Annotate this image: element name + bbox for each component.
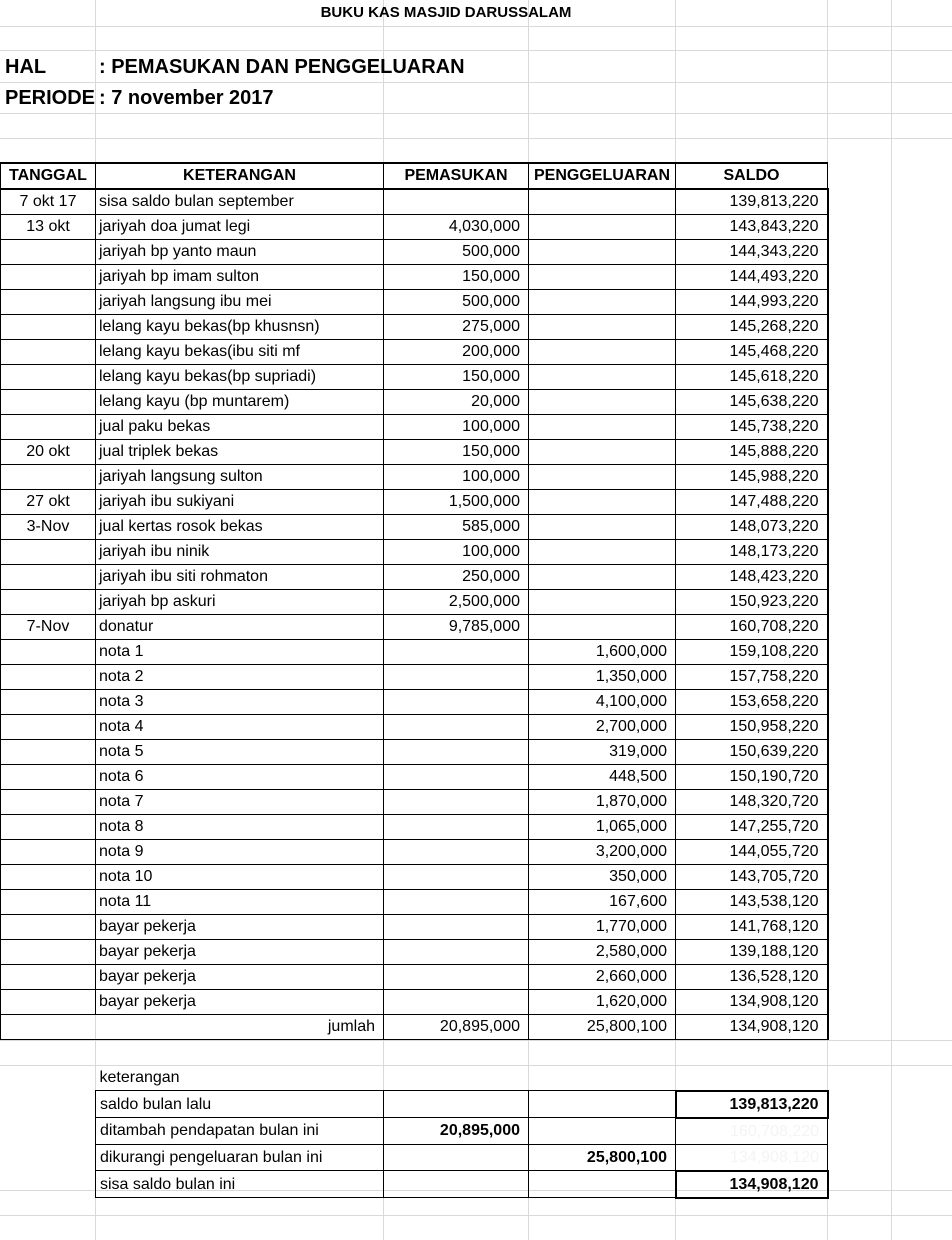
table-row xyxy=(1,215,828,240)
summary-row xyxy=(96,1091,828,1118)
table-row xyxy=(1,465,828,490)
cell-pengeluaran: 167,600 xyxy=(529,890,676,915)
table-row xyxy=(1,189,828,215)
gridline xyxy=(0,113,952,114)
cell-tanggal xyxy=(1,815,96,840)
table-row xyxy=(1,940,828,965)
cell-saldo: 145,638,220 xyxy=(676,390,828,415)
cell-pemasukan xyxy=(384,890,529,915)
cell-saldo: 136,528,120 xyxy=(676,965,828,990)
cell-pemasukan xyxy=(384,815,529,840)
cell-keterangan: nota 6 xyxy=(96,765,384,790)
cell-pemasukan xyxy=(384,865,529,890)
cell-tanggal xyxy=(1,465,96,490)
header-pengeluaran: PENGGELUARAN xyxy=(529,163,676,189)
cell-tanggal xyxy=(1,640,96,665)
cell-pemasukan: 250,000 xyxy=(384,565,529,590)
header-keterangan: KETERANGAN xyxy=(96,163,384,189)
cell-keterangan: nota 2 xyxy=(96,665,384,690)
gridline xyxy=(0,1040,952,1041)
header-saldo: SALDO xyxy=(676,163,828,189)
cell-tanggal xyxy=(1,865,96,890)
table-row xyxy=(1,640,828,665)
cell-keterangan: jariyah langsung ibu mei xyxy=(96,290,384,315)
cell-pemasukan xyxy=(384,965,529,990)
table-row xyxy=(1,990,828,1015)
total-row xyxy=(1,1015,828,1040)
cell-pemasukan xyxy=(384,940,529,965)
cell-saldo: 144,343,220 xyxy=(676,240,828,265)
cell-pengeluaran xyxy=(529,590,676,615)
cell-tanggal xyxy=(1,890,96,915)
cell-tanggal xyxy=(1,290,96,315)
cell-saldo: 148,320,720 xyxy=(676,790,828,815)
cell-saldo: 145,738,220 xyxy=(676,415,828,440)
cashbook-table xyxy=(0,162,829,1040)
cell-tanggal xyxy=(1,790,96,815)
summary-label: ditambah pendapatan bulan ini xyxy=(96,1118,384,1145)
table-row xyxy=(1,790,828,815)
cell-pemasukan xyxy=(384,840,529,865)
cell-tanggal xyxy=(1,240,96,265)
header-row xyxy=(1,163,828,189)
table-row xyxy=(1,290,828,315)
periode-value: : 7 november 2017 xyxy=(99,87,274,109)
cell-keterangan: jariyah ibu siti rohmaton xyxy=(96,565,384,590)
cell-tanggal xyxy=(1,665,96,690)
cell-saldo: 144,993,220 xyxy=(676,290,828,315)
summary-heading-row xyxy=(96,1065,828,1091)
cell-saldo: 144,055,720 xyxy=(676,840,828,865)
hal-value: : PEMASUKAN DAN PENGGELUARAN xyxy=(99,56,465,78)
cell-pemasukan: 2,500,000 xyxy=(384,590,529,615)
summary-label: saldo bulan lalu xyxy=(96,1091,384,1118)
cell-pengeluaran xyxy=(529,390,676,415)
table-row xyxy=(1,965,828,990)
cell-pemasukan: 9,785,000 xyxy=(384,615,529,640)
cell-saldo: 150,958,220 xyxy=(676,715,828,740)
cell-tanggal xyxy=(1,365,96,390)
table-row xyxy=(1,740,828,765)
table-row xyxy=(1,590,828,615)
cell-pengeluaran: 2,580,000 xyxy=(529,940,676,965)
cell-pemasukan xyxy=(384,990,529,1015)
gridline xyxy=(0,138,952,139)
cell-keterangan: donatur xyxy=(96,615,384,640)
cell-tanggal xyxy=(1,715,96,740)
cell-pemasukan: 20,000 xyxy=(384,390,529,415)
gridline xyxy=(0,1215,952,1216)
summary-row xyxy=(96,1171,828,1198)
sheet-title: BUKU KAS MASJID DARUSSALAM xyxy=(320,4,572,21)
cell-pengeluaran xyxy=(529,215,676,240)
cell-saldo: 134,908,120 xyxy=(676,990,828,1015)
summary-label: dikurangi pengeluaran bulan ini xyxy=(96,1144,384,1171)
cell-pengeluaran xyxy=(529,465,676,490)
cell-tanggal xyxy=(1,265,96,290)
cell-pemasukan: 200,000 xyxy=(384,340,529,365)
cell-keterangan: lelang kayu bekas(ibu siti mf xyxy=(96,340,384,365)
cell-pengeluaran xyxy=(529,189,676,215)
cell-pengeluaran xyxy=(529,240,676,265)
gridline xyxy=(0,50,952,51)
table-row xyxy=(1,415,828,440)
periode-label: PERIODE xyxy=(5,87,96,109)
summary-row xyxy=(96,1118,828,1145)
total-saldo: 134,908,120 xyxy=(676,1015,828,1040)
cell-tanggal: 27 okt xyxy=(1,490,96,515)
summary-saldo: 134,908,120 xyxy=(676,1144,828,1171)
cell-keterangan: nota 8 xyxy=(96,815,384,840)
cell-saldo: 150,639,220 xyxy=(676,740,828,765)
cell-saldo: 148,073,220 xyxy=(676,515,828,540)
cell-keterangan: jariyah bp imam sulton xyxy=(96,265,384,290)
cell-keterangan: jariyah ibu ninik xyxy=(96,540,384,565)
cell-keterangan: bayar pekerja xyxy=(96,940,384,965)
cell-keterangan: jual kertas rosok bekas xyxy=(96,515,384,540)
table-row xyxy=(1,240,828,265)
cell-saldo: 144,493,220 xyxy=(676,265,828,290)
cell-keterangan: bayar pekerja xyxy=(96,965,384,990)
cell-keterangan: sisa saldo bulan september xyxy=(96,189,384,215)
gridline xyxy=(0,26,952,27)
summary-pengeluaran: 25,800,100 xyxy=(529,1144,676,1171)
summary-label: sisa saldo bulan ini xyxy=(96,1171,384,1198)
cell-keterangan: jariyah doa jumat legi xyxy=(96,215,384,240)
cell-keterangan: nota 5 xyxy=(96,740,384,765)
cell-tanggal xyxy=(1,740,96,765)
total-pengeluaran: 25,800,100 xyxy=(529,1015,676,1040)
cell-pengeluaran: 4,100,000 xyxy=(529,690,676,715)
cell-keterangan: nota 9 xyxy=(96,840,384,865)
cell-pengeluaran: 1,065,000 xyxy=(529,815,676,840)
cell-saldo: 159,108,220 xyxy=(676,640,828,665)
cell-saldo: 145,888,220 xyxy=(676,440,828,465)
table-row xyxy=(1,840,828,865)
header-pemasukan: PEMASUKAN xyxy=(384,163,529,189)
cell-tanggal: 13 okt xyxy=(1,215,96,240)
header-tanggal: TANGGAL xyxy=(1,163,96,189)
cell-pengeluaran xyxy=(529,315,676,340)
cell-keterangan: bayar pekerja xyxy=(96,990,384,1015)
cell-keterangan: jual triplek bekas xyxy=(96,440,384,465)
cell-pemasukan xyxy=(384,915,529,940)
table-row xyxy=(1,865,828,890)
cell-pengeluaran: 1,770,000 xyxy=(529,915,676,940)
cell-tanggal xyxy=(1,565,96,590)
cell-pemasukan: 100,000 xyxy=(384,465,529,490)
cell-pemasukan xyxy=(384,715,529,740)
cell-saldo: 145,618,220 xyxy=(676,365,828,390)
cell-pengeluaran xyxy=(529,615,676,640)
cell-saldo: 153,658,220 xyxy=(676,690,828,715)
cell-pengeluaran: 1,600,000 xyxy=(529,640,676,665)
table-row xyxy=(1,540,828,565)
cell-pengeluaran xyxy=(529,440,676,465)
summary-table xyxy=(95,1065,829,1199)
table-row xyxy=(1,890,828,915)
cell-pengeluaran: 350,000 xyxy=(529,865,676,890)
cell-pemasukan: 100,000 xyxy=(384,540,529,565)
cell-pengeluaran: 3,200,000 xyxy=(529,840,676,865)
summary-saldo: 139,813,220 xyxy=(676,1091,828,1118)
cell-saldo: 148,423,220 xyxy=(676,565,828,590)
cell-saldo: 160,708,220 xyxy=(676,615,828,640)
table-row xyxy=(1,440,828,465)
cell-tanggal xyxy=(1,840,96,865)
cell-tanggal xyxy=(1,415,96,440)
cell-keterangan: nota 3 xyxy=(96,690,384,715)
cell-saldo: 141,768,120 xyxy=(676,915,828,940)
cell-keterangan: nota 7 xyxy=(96,790,384,815)
cell-tanggal xyxy=(1,390,96,415)
cell-pemasukan: 150,000 xyxy=(384,265,529,290)
cell-tanggal xyxy=(1,690,96,715)
cell-tanggal xyxy=(1,990,96,1015)
cell-keterangan: nota 10 xyxy=(96,865,384,890)
cell-tanggal xyxy=(1,765,96,790)
cell-tanggal: 20 okt xyxy=(1,440,96,465)
summary-saldo: 160,708,220 xyxy=(676,1118,828,1145)
table-row xyxy=(1,265,828,290)
total-label: jumlah xyxy=(1,1015,384,1040)
cell-pemasukan xyxy=(384,690,529,715)
cell-pengeluaran xyxy=(529,540,676,565)
cell-pengeluaran: 2,700,000 xyxy=(529,715,676,740)
table-row xyxy=(1,915,828,940)
cell-tanggal: 3-Nov xyxy=(1,515,96,540)
summary-heading: keterangan xyxy=(99,1069,180,1086)
table-row xyxy=(1,615,828,640)
cell-tanggal xyxy=(1,940,96,965)
cell-pemasukan: 275,000 xyxy=(384,315,529,340)
cell-saldo: 143,705,720 xyxy=(676,865,828,890)
cell-saldo: 147,255,720 xyxy=(676,815,828,840)
cell-saldo: 157,758,220 xyxy=(676,665,828,690)
cell-pemasukan: 150,000 xyxy=(384,440,529,465)
table-row xyxy=(1,340,828,365)
cell-pemasukan xyxy=(384,189,529,215)
cell-keterangan: nota 11 xyxy=(96,890,384,915)
cell-keterangan: jariyah bp askuri xyxy=(96,590,384,615)
cell-keterangan: nota 1 xyxy=(96,640,384,665)
cell-saldo: 147,488,220 xyxy=(676,490,828,515)
cell-pemasukan: 1,500,000 xyxy=(384,490,529,515)
cell-keterangan: lelang kayu bekas(bp supriadi) xyxy=(96,365,384,390)
table-row xyxy=(1,665,828,690)
cell-pemasukan xyxy=(384,740,529,765)
cell-saldo: 145,988,220 xyxy=(676,465,828,490)
cell-tanggal xyxy=(1,340,96,365)
cell-pemasukan: 585,000 xyxy=(384,515,529,540)
gridline xyxy=(891,0,892,1240)
cell-tanggal: 7-Nov xyxy=(1,615,96,640)
cell-pengeluaran xyxy=(529,265,676,290)
table-row xyxy=(1,815,828,840)
cell-saldo: 150,923,220 xyxy=(676,590,828,615)
cell-pengeluaran: 448,500 xyxy=(529,765,676,790)
cell-pengeluaran: 1,620,000 xyxy=(529,990,676,1015)
cell-pemasukan xyxy=(384,640,529,665)
table-row xyxy=(1,365,828,390)
cashbook-body xyxy=(1,163,828,1040)
table-row xyxy=(1,715,828,740)
table-row xyxy=(1,765,828,790)
cell-pengeluaran xyxy=(529,365,676,390)
table-row xyxy=(1,315,828,340)
cell-pemasukan: 150,000 xyxy=(384,365,529,390)
cell-keterangan: bayar pekerja xyxy=(96,915,384,940)
hal-label: HAL xyxy=(5,56,47,78)
summary-saldo: 134,908,120 xyxy=(676,1171,828,1198)
cell-keterangan: lelang kayu (bp muntarem) xyxy=(96,390,384,415)
cell-tanggal: 7 okt 17 xyxy=(1,189,96,215)
cell-pengeluaran xyxy=(529,415,676,440)
cell-keterangan: jariyah ibu sukiyani xyxy=(96,490,384,515)
cell-pengeluaran xyxy=(529,565,676,590)
cell-keterangan: jariyah langsung sulton xyxy=(96,465,384,490)
cell-pemasukan xyxy=(384,765,529,790)
table-row xyxy=(1,515,828,540)
total-pemasukan: 20,895,000 xyxy=(384,1015,529,1040)
cell-saldo: 145,468,220 xyxy=(676,340,828,365)
cell-keterangan: jariyah bp yanto maun xyxy=(96,240,384,265)
cell-tanggal xyxy=(1,590,96,615)
cell-pemasukan: 500,000 xyxy=(384,240,529,265)
cell-pemasukan xyxy=(384,665,529,690)
table-row xyxy=(1,565,828,590)
cell-saldo: 150,190,720 xyxy=(676,765,828,790)
cell-saldo: 139,813,220 xyxy=(676,189,828,215)
table-row xyxy=(1,390,828,415)
cell-keterangan: nota 4 xyxy=(96,715,384,740)
cell-pengeluaran xyxy=(529,290,676,315)
table-row xyxy=(1,690,828,715)
cell-keterangan: lelang kayu bekas(bp khusnsn) xyxy=(96,315,384,340)
cell-pengeluaran: 1,870,000 xyxy=(529,790,676,815)
summary-pemasukan: 20,895,000 xyxy=(384,1118,529,1145)
cell-tanggal xyxy=(1,965,96,990)
cell-saldo: 148,173,220 xyxy=(676,540,828,565)
cell-pemasukan: 500,000 xyxy=(384,290,529,315)
cell-saldo: 143,843,220 xyxy=(676,215,828,240)
cell-pemasukan xyxy=(384,790,529,815)
cell-pengeluaran xyxy=(529,340,676,365)
table-row xyxy=(1,490,828,515)
cell-tanggal xyxy=(1,540,96,565)
cell-keterangan: jual paku bekas xyxy=(96,415,384,440)
cell-saldo: 145,268,220 xyxy=(676,315,828,340)
cell-saldo: 143,538,120 xyxy=(676,890,828,915)
cell-tanggal xyxy=(1,315,96,340)
cell-pengeluaran: 2,660,000 xyxy=(529,965,676,990)
cell-pemasukan: 100,000 xyxy=(384,415,529,440)
cell-pengeluaran xyxy=(529,490,676,515)
cell-saldo: 139,188,120 xyxy=(676,940,828,965)
cell-pemasukan: 4,030,000 xyxy=(384,215,529,240)
summary-row xyxy=(96,1144,828,1171)
gridline xyxy=(0,82,952,83)
cell-tanggal xyxy=(1,915,96,940)
cell-pengeluaran: 319,000 xyxy=(529,740,676,765)
cell-pengeluaran xyxy=(529,515,676,540)
cell-pengeluaran: 1,350,000 xyxy=(529,665,676,690)
